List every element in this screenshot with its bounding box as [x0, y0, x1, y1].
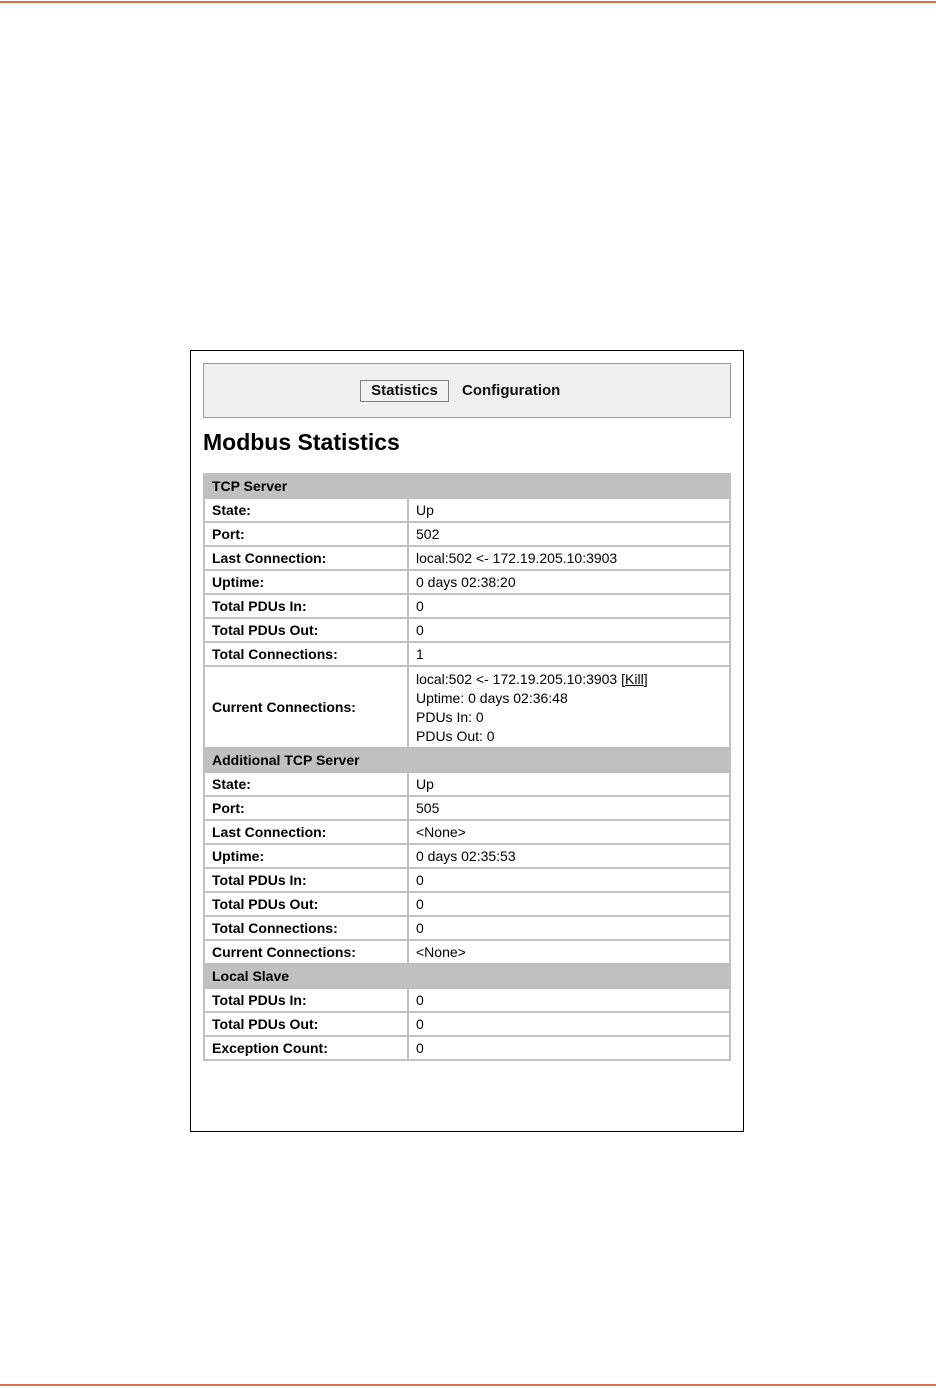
- table-row: [205, 821, 729, 843]
- page-title: Modbus Statistics: [203, 429, 400, 455]
- tab-statistics[interactable]: Statistics: [360, 380, 449, 402]
- row-label: Current Connections:: [205, 667, 407, 747]
- table-row: [205, 797, 729, 819]
- row-label: Total PDUs Out:: [205, 1013, 407, 1035]
- table-row: [205, 571, 729, 593]
- table-row: [205, 643, 729, 665]
- kill-connection-link[interactable]: Kill: [625, 671, 644, 687]
- row-label: Last Connection:: [205, 547, 407, 569]
- section-header-local-slave: [205, 965, 729, 987]
- table-row: [205, 499, 729, 521]
- row-label: Total PDUs Out:: [205, 893, 407, 915]
- row-label: Total PDUs In:: [205, 595, 407, 617]
- table-row: [205, 917, 729, 939]
- row-value: local:502 <- 172.19.205.10:3903: [409, 547, 729, 569]
- row-value: 0: [409, 917, 729, 939]
- row-value: 505: [409, 797, 729, 819]
- row-value: 0 days 02:35:53: [409, 845, 729, 867]
- screenshot-frame: [190, 350, 744, 1132]
- current-connections-value: [409, 667, 729, 747]
- footer-rule: [0, 1384, 936, 1386]
- row-label: Total Connections:: [205, 643, 407, 665]
- row-value: Up: [409, 499, 729, 521]
- table-row: [205, 845, 729, 867]
- row-label: Total PDUs In:: [205, 989, 407, 1011]
- row-label: Total PDUs In:: [205, 869, 407, 891]
- row-label: Current Connections:: [205, 941, 407, 963]
- row-value: 0: [409, 1037, 729, 1059]
- statistics-table: [203, 473, 731, 1061]
- table-row: [205, 595, 729, 617]
- section-title: TCP Server: [205, 475, 729, 497]
- row-label: State:: [205, 499, 407, 521]
- section-title: Additional TCP Server: [205, 749, 729, 771]
- connection-bracket: ]: [643, 671, 648, 687]
- section-header-tcp-server: [205, 475, 729, 497]
- row-value: 0: [409, 893, 729, 915]
- table-row: [205, 619, 729, 641]
- table-row: [205, 547, 729, 569]
- row-value: <None>: [409, 941, 729, 963]
- connection-uptime: Uptime: 0 days 02:36:48: [416, 690, 568, 706]
- table-row: [205, 1013, 729, 1035]
- row-value: <None>: [409, 821, 729, 843]
- tab-configuration[interactable]: Configuration: [462, 382, 561, 399]
- row-label: Uptime:: [205, 571, 407, 593]
- table-row-current-connections: [205, 667, 729, 747]
- row-value: 0: [409, 595, 729, 617]
- row-label: Uptime:: [205, 845, 407, 867]
- connection-pdus-in: PDUs In: 0: [416, 709, 484, 725]
- row-label: Total PDUs Out:: [205, 619, 407, 641]
- row-label: Last Connection:: [205, 821, 407, 843]
- row-value: 0: [409, 869, 729, 891]
- header-rule: [0, 1, 936, 3]
- connection-line: [416, 670, 721, 689]
- row-value: 0: [409, 619, 729, 641]
- row-value: 0: [409, 989, 729, 1011]
- table-row: [205, 989, 729, 1011]
- section-header-additional-tcp-server: [205, 749, 729, 771]
- table-row: [205, 773, 729, 795]
- tab-bar: [203, 363, 731, 418]
- row-label: Port:: [205, 523, 407, 545]
- table-row: [205, 941, 729, 963]
- connection-text: local:502 <- 172.19.205.10:3903 [: [416, 671, 626, 687]
- row-value: 1: [409, 643, 729, 665]
- row-label: State:: [205, 773, 407, 795]
- connection-pdus-out: PDUs Out: 0: [416, 728, 495, 744]
- row-value: 0: [409, 1013, 729, 1035]
- row-label: Exception Count:: [205, 1037, 407, 1059]
- table-row: [205, 523, 729, 545]
- table-row: [205, 893, 729, 915]
- table-row: [205, 869, 729, 891]
- row-value: 0 days 02:38:20: [409, 571, 729, 593]
- row-label: Total Connections:: [205, 917, 407, 939]
- row-value: 502: [409, 523, 729, 545]
- section-title: Local Slave: [205, 965, 729, 987]
- table-row: [205, 1037, 729, 1059]
- row-label: Port:: [205, 797, 407, 819]
- row-value: Up: [409, 773, 729, 795]
